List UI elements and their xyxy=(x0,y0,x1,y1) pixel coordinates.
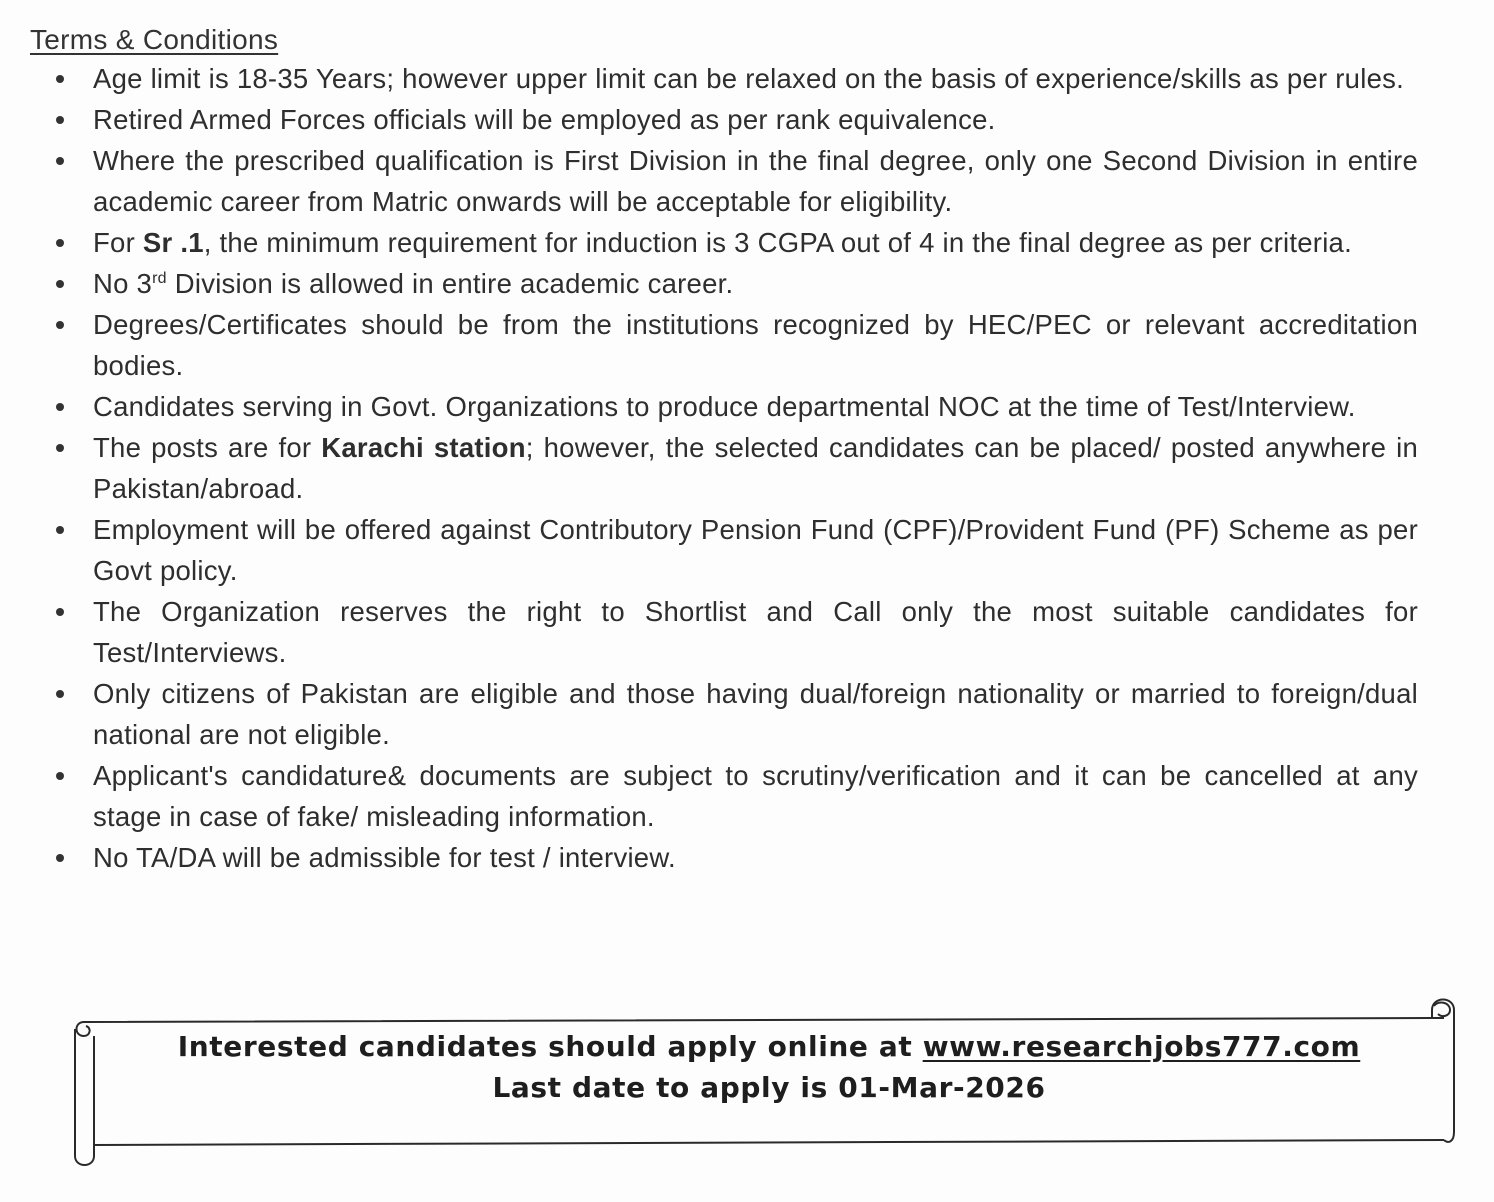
term-text: Degrees/Certificates should be from the institutions recognized by HEC/PEC or relevant accreditation bodies. xyxy=(93,309,1418,381)
term-text: The posts are for xyxy=(93,432,322,463)
term-item xyxy=(52,509,1418,591)
apply-line xyxy=(72,1026,1466,1067)
apply-banner xyxy=(72,996,1458,1168)
term-item xyxy=(52,427,1418,509)
terms-list xyxy=(52,58,1418,878)
term-bold-text: Sr .1 xyxy=(142,227,204,258)
term-text: , the minimum requirement for induction is 3 CGPA out of 4 in the final degree as per criteria. xyxy=(203,227,1352,258)
term-item xyxy=(52,386,1418,427)
term-item xyxy=(52,222,1418,263)
term-text: Only citizens of Pakistan are eligible and those having dual/foreign nationality or married to foreign/dual national are not eligible. xyxy=(93,678,1418,750)
term-text: ; however, the selected candidates can be placed/ posted anywhere in Pakistan/abroad. xyxy=(93,432,1418,504)
term-text: Candidates serving in Govt. Organizations to produce departmental NOC at the time of Test/Interview. xyxy=(93,391,1356,422)
term-item xyxy=(52,58,1418,99)
bullet-icon xyxy=(56,608,64,616)
apply-url-link[interactable]: www.researchjobs777.com xyxy=(922,1030,1361,1063)
term-item xyxy=(52,755,1418,837)
term-superscript: rd xyxy=(152,269,167,287)
term-item xyxy=(52,140,1418,222)
term-text: Applicant's candidature& documents are subject to scrutiny/verification and it can be cancelled at any stage in case of fake/ misleading information. xyxy=(93,760,1418,832)
term-text: No TA/DA will be admissible for test / interview. xyxy=(93,842,676,873)
bullet-icon xyxy=(56,321,64,329)
term-item xyxy=(52,673,1418,755)
bullet-icon xyxy=(56,75,64,83)
bullet-icon xyxy=(56,690,64,698)
deadline-line: Last date to apply is 01-Mar-2026 xyxy=(492,1071,1046,1104)
apply-text: Interested candidates should apply online at xyxy=(177,1030,923,1063)
term-text: Employment will be offered against Contributory Pension Fund (CPF)/Provident Fund (PF) Scheme as per Govt policy. xyxy=(93,514,1418,586)
bullet-icon xyxy=(56,157,64,165)
term-text: For xyxy=(93,227,143,258)
term-text: Division is allowed in entire academic career. xyxy=(166,268,734,299)
bullet-icon xyxy=(56,772,64,780)
banner-text xyxy=(72,1026,1466,1108)
term-item xyxy=(52,304,1418,386)
term-item xyxy=(52,591,1418,673)
term-text: The Organization reserves the right to Shortlist and Call only the most suitable candidates for Test/Interviews. xyxy=(93,596,1418,668)
bullet-icon xyxy=(56,116,64,124)
bullet-icon xyxy=(56,854,64,862)
term-text: No 3 xyxy=(93,268,153,299)
term-item xyxy=(52,99,1418,140)
bullet-icon xyxy=(56,444,64,452)
term-text: Where the prescribed qualification is First Division in the final degree, only one Second Division in entire academic career from Matric onwards will be acceptable for eligibility. xyxy=(93,145,1418,217)
term-text: Retired Armed Forces officials will be employed as per rank equivalence. xyxy=(93,104,996,135)
term-item xyxy=(52,263,1418,304)
term-item xyxy=(52,837,1418,878)
bullet-icon xyxy=(56,239,64,247)
term-bold-text: Karachi station xyxy=(321,432,526,463)
terms-heading: Terms & Conditions xyxy=(30,24,279,55)
bullet-icon xyxy=(56,280,64,288)
bullet-icon xyxy=(56,403,64,411)
bullet-icon xyxy=(56,526,64,534)
term-text: Age limit is 18-35 Years; however upper limit can be relaxed on the basis of experience/skills as per rules. xyxy=(93,63,1405,94)
